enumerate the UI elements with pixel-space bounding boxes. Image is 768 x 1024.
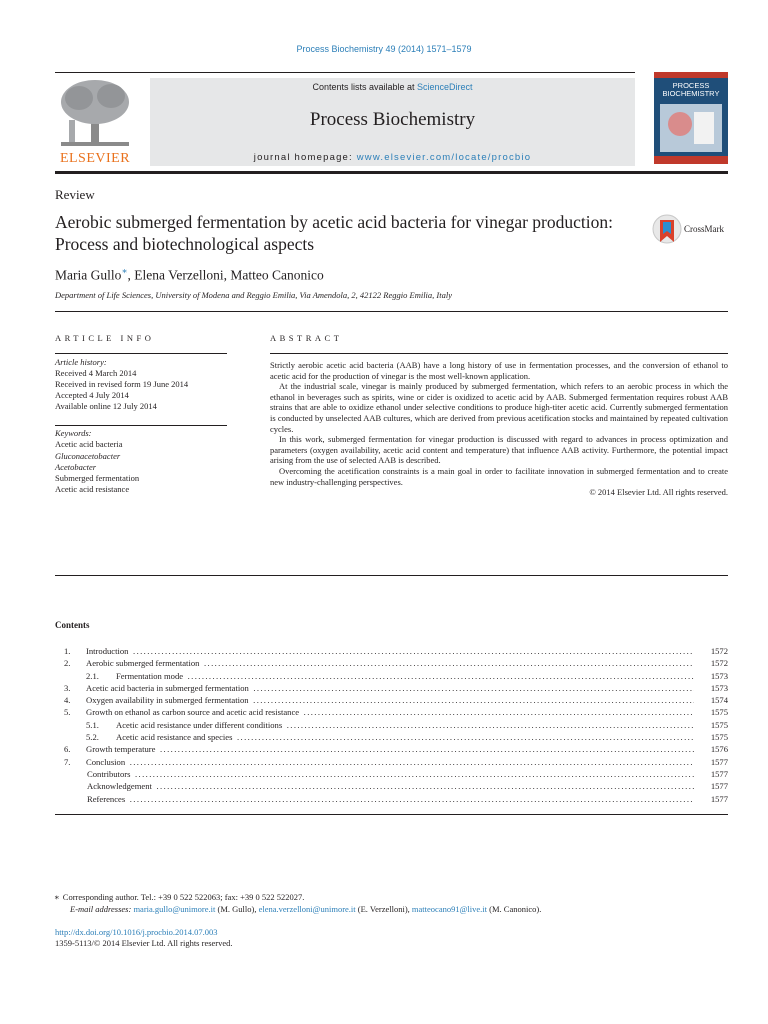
keyword: Acetic acid bacteria bbox=[55, 439, 123, 450]
crossmark-badge[interactable] bbox=[652, 212, 732, 246]
divider bbox=[55, 353, 227, 354]
keyword: Acetobacter bbox=[55, 461, 97, 472]
abstract-body bbox=[270, 360, 728, 498]
toc-entry[interactable] bbox=[55, 780, 728, 792]
toc-label-text: Growth on ethanol as carbon source and acetic acid resistance bbox=[86, 707, 300, 718]
corresponding-author-mark[interactable]: ∗ bbox=[121, 266, 128, 276]
toc-number: 2. bbox=[64, 658, 71, 669]
toc-label bbox=[87, 768, 694, 780]
toc-label-text: Acetic acid resistance and species bbox=[116, 732, 233, 743]
contents-available: Contents lists available at ScienceDirect bbox=[312, 82, 473, 92]
cover-art-icon bbox=[654, 72, 728, 164]
toc-page: 1575 bbox=[710, 707, 728, 718]
sciencedirect-link[interactable]: ScienceDirect bbox=[417, 82, 473, 92]
toc-entry[interactable] bbox=[55, 768, 728, 780]
cover-title: PROCESS BIOCHEMISTRY bbox=[662, 81, 720, 98]
toc-page: 1575 bbox=[710, 719, 728, 730]
toc-number: 5.1. bbox=[86, 719, 99, 730]
toc-entry[interactable] bbox=[55, 719, 728, 731]
abstract-paragraph: Overcoming the acetification constraints is a main goal in order to facilitate innovation in submerged fermentation and to create new industry-challenging perspectives. bbox=[270, 465, 728, 487]
toc-label bbox=[86, 682, 694, 694]
toc-number: 7. bbox=[64, 756, 71, 767]
journal-reference[interactable]: Process Biochemistry 49 (2014) 1571–1579 bbox=[296, 44, 472, 54]
toc-label bbox=[86, 694, 694, 706]
toc-number: 1. bbox=[64, 646, 71, 656]
toc-label bbox=[87, 780, 694, 792]
toc-entry[interactable] bbox=[55, 793, 728, 805]
tree-icon bbox=[55, 76, 135, 150]
toc-page: 1577 bbox=[710, 793, 728, 804]
toc-page: 1572 bbox=[710, 658, 728, 669]
copyright: © 2014 Elsevier Ltd. All rights reserved. bbox=[589, 487, 728, 498]
toc-entry[interactable] bbox=[55, 670, 728, 682]
abstract-heading: ABSTRACT bbox=[270, 333, 343, 343]
journal-title: Process Biochemistry bbox=[309, 109, 476, 130]
toc-page: 1575 bbox=[710, 732, 728, 743]
divider bbox=[55, 311, 728, 312]
history-received: Received 4 March 2014 bbox=[55, 368, 137, 378]
footnote bbox=[54, 892, 728, 915]
abstract-paragraph: Strictly aerobic acetic acid bacteria (AAB) have a long history of use in fermentation processes, and the conversion of ethanol to acetic acid for the production of vinegar is the most well-known application. bbox=[270, 360, 728, 381]
crossmark-label: CrossMark bbox=[684, 224, 724, 234]
history-label: Article history: bbox=[55, 357, 107, 367]
author-gullo[interactable]: Maria Gullo bbox=[55, 267, 122, 283]
toc-label-text: Introduction bbox=[86, 646, 129, 656]
elsevier-logo bbox=[55, 76, 135, 166]
history-revised: Received in revised form 19 June 2014 bbox=[55, 379, 189, 389]
keyword: Submerged fermentation bbox=[55, 473, 140, 484]
toc-entry[interactable] bbox=[55, 743, 728, 755]
toc-entry[interactable] bbox=[55, 731, 728, 743]
toc-page: 1577 bbox=[710, 756, 728, 767]
toc-label-text: Acetic acid bacteria in submerged fermentation bbox=[86, 682, 249, 693]
email-link[interactable]: matteocano91@live.it bbox=[411, 903, 488, 914]
toc-label-text: Acetic acid resistance under different conditions bbox=[116, 719, 283, 730]
toc-number: 6. bbox=[64, 744, 71, 755]
toc-label bbox=[86, 756, 694, 768]
toc-label-text: Acknowledgement bbox=[87, 781, 152, 792]
toc-page: 1577 bbox=[710, 768, 728, 779]
divider bbox=[55, 814, 728, 815]
toc-page: 1577 bbox=[710, 781, 728, 792]
toc-page: 1572 bbox=[710, 646, 728, 656]
contents-heading: Contents bbox=[55, 620, 90, 630]
header-bottom-rule bbox=[55, 171, 728, 174]
table-of-contents bbox=[55, 645, 728, 805]
keyword: Gluconacetobacter bbox=[55, 450, 121, 461]
toc-label bbox=[86, 706, 694, 718]
email-link[interactable]: maria.gullo@unimore.it bbox=[133, 903, 216, 914]
toc-label bbox=[86, 657, 694, 669]
email-link[interactable]: elena.verzelloni@unimore.it bbox=[258, 903, 356, 914]
header-top-rule bbox=[55, 72, 635, 73]
corresponding-footnote: ∗ Corresponding author. Tel.: +39 0 522 522063; fax: +39 0 522 522027. bbox=[54, 892, 305, 902]
toc-label-text: Conclusion bbox=[86, 756, 126, 767]
toc-number: 2.1. bbox=[86, 670, 99, 681]
toc-label bbox=[116, 719, 694, 731]
article-info-heading: ARTICLE INFO bbox=[55, 333, 155, 343]
crossmark-icon bbox=[652, 212, 682, 246]
toc-number: 5.2. bbox=[86, 732, 99, 743]
toc-page: 1573 bbox=[710, 682, 728, 693]
homepage-link[interactable]: www.elsevier.com/locate/procbio bbox=[356, 152, 532, 163]
journal-banner bbox=[150, 78, 635, 166]
abstract-paragraph: At the industrial scale, vinegar is mainly produced by submerged fermentation, which refers to an aerobic process in which the ethanol in beverages such as spirits, wine or cider is oxidized to acetic acid by AAB. Submerged fermentation requires robust AAB strains that are able to oxidize ethanol under selective conditions to produce high-titer acetic acid. Currently submerged fermentation is conducted by unselected AAB cultures, which are derived from previous acetification stocks and maintained by repeated cultivation cycles. bbox=[270, 381, 728, 434]
article-history bbox=[55, 357, 227, 412]
toc-label bbox=[86, 743, 694, 755]
toc-page: 1574 bbox=[710, 695, 728, 706]
toc-entry[interactable] bbox=[55, 694, 728, 706]
toc-entry[interactable] bbox=[55, 756, 728, 768]
affiliation: Department of Life Sciences, University of Modena and Reggio Emilia, Via Amendola, 2, 42122 Reggio Emilia, Italy bbox=[55, 290, 452, 300]
author-list bbox=[55, 266, 324, 284]
coauthors[interactable]: , Elena Verzelloni, Matteo Canonico bbox=[127, 267, 324, 283]
elsevier-wordmark: ELSEVIER bbox=[59, 151, 131, 166]
divider bbox=[55, 425, 227, 426]
toc-label-text: Contributors bbox=[87, 768, 131, 779]
toc-number: 4. bbox=[64, 695, 71, 706]
article-type: Review bbox=[55, 187, 95, 202]
journal-cover-image bbox=[654, 72, 728, 164]
keywords bbox=[55, 428, 227, 496]
toc-entry[interactable] bbox=[55, 657, 728, 669]
journal-homepage: journal homepage: www.elsevier.com/locate/procbio bbox=[253, 152, 532, 163]
toc-label bbox=[86, 645, 694, 657]
toc-label bbox=[116, 731, 694, 743]
divider bbox=[55, 575, 728, 576]
email-addresses: E-mail addresses: maria.gullo@unimore.it (M. Gullo), elena.verzelloni@unimore.it (E. Verzelloni), matteocano91@live.it (M. Canonico). bbox=[70, 903, 542, 914]
history-online: Available online 12 July 2014 bbox=[55, 401, 157, 411]
divider bbox=[270, 353, 728, 354]
toc-number: 3. bbox=[64, 682, 71, 693]
toc-label-text: Growth temperature bbox=[86, 744, 156, 755]
keywords-label: Keywords: bbox=[55, 428, 92, 438]
toc-label bbox=[87, 793, 694, 805]
toc-label-text: Aerobic submerged fermentation bbox=[86, 658, 200, 669]
toc-label-text: References bbox=[87, 793, 126, 804]
toc-number: 5. bbox=[64, 707, 71, 718]
toc-entry[interactable] bbox=[55, 706, 728, 718]
doi-link[interactable]: http://dx.doi.org/10.1016/j.procbio.2014.07.003 bbox=[55, 927, 218, 937]
toc-label-text: Fermentation mode bbox=[116, 670, 184, 681]
toc-page: 1576 bbox=[710, 744, 728, 755]
article-title: Aerobic submerged fermentation by acetic acid bacteria for vinegar production: Process and biotechnological aspects bbox=[55, 212, 613, 254]
toc-page: 1573 bbox=[710, 670, 728, 681]
toc-entry[interactable] bbox=[55, 682, 728, 694]
keyword: Acetic acid resistance bbox=[55, 484, 130, 495]
issn-copyright: 1359-5113/© 2014 Elsevier Ltd. All rights reserved. bbox=[55, 938, 233, 948]
toc-entry[interactable] bbox=[55, 645, 728, 657]
toc-label-text: Oxygen availability in submerged fermentation bbox=[86, 695, 249, 706]
history-accepted: Accepted 4 July 2014 bbox=[55, 390, 129, 400]
doi-block bbox=[55, 927, 233, 949]
toc-label bbox=[116, 670, 694, 682]
abstract-paragraph: In this work, submerged fermentation for vinegar production is discussed with regard to advances in process optimization and parameters (oxygen availability, acetic acid content and temperature) that influence AAB activity. Furthermore, the potential impact arising from the use of selected AAB is described. bbox=[270, 434, 728, 466]
